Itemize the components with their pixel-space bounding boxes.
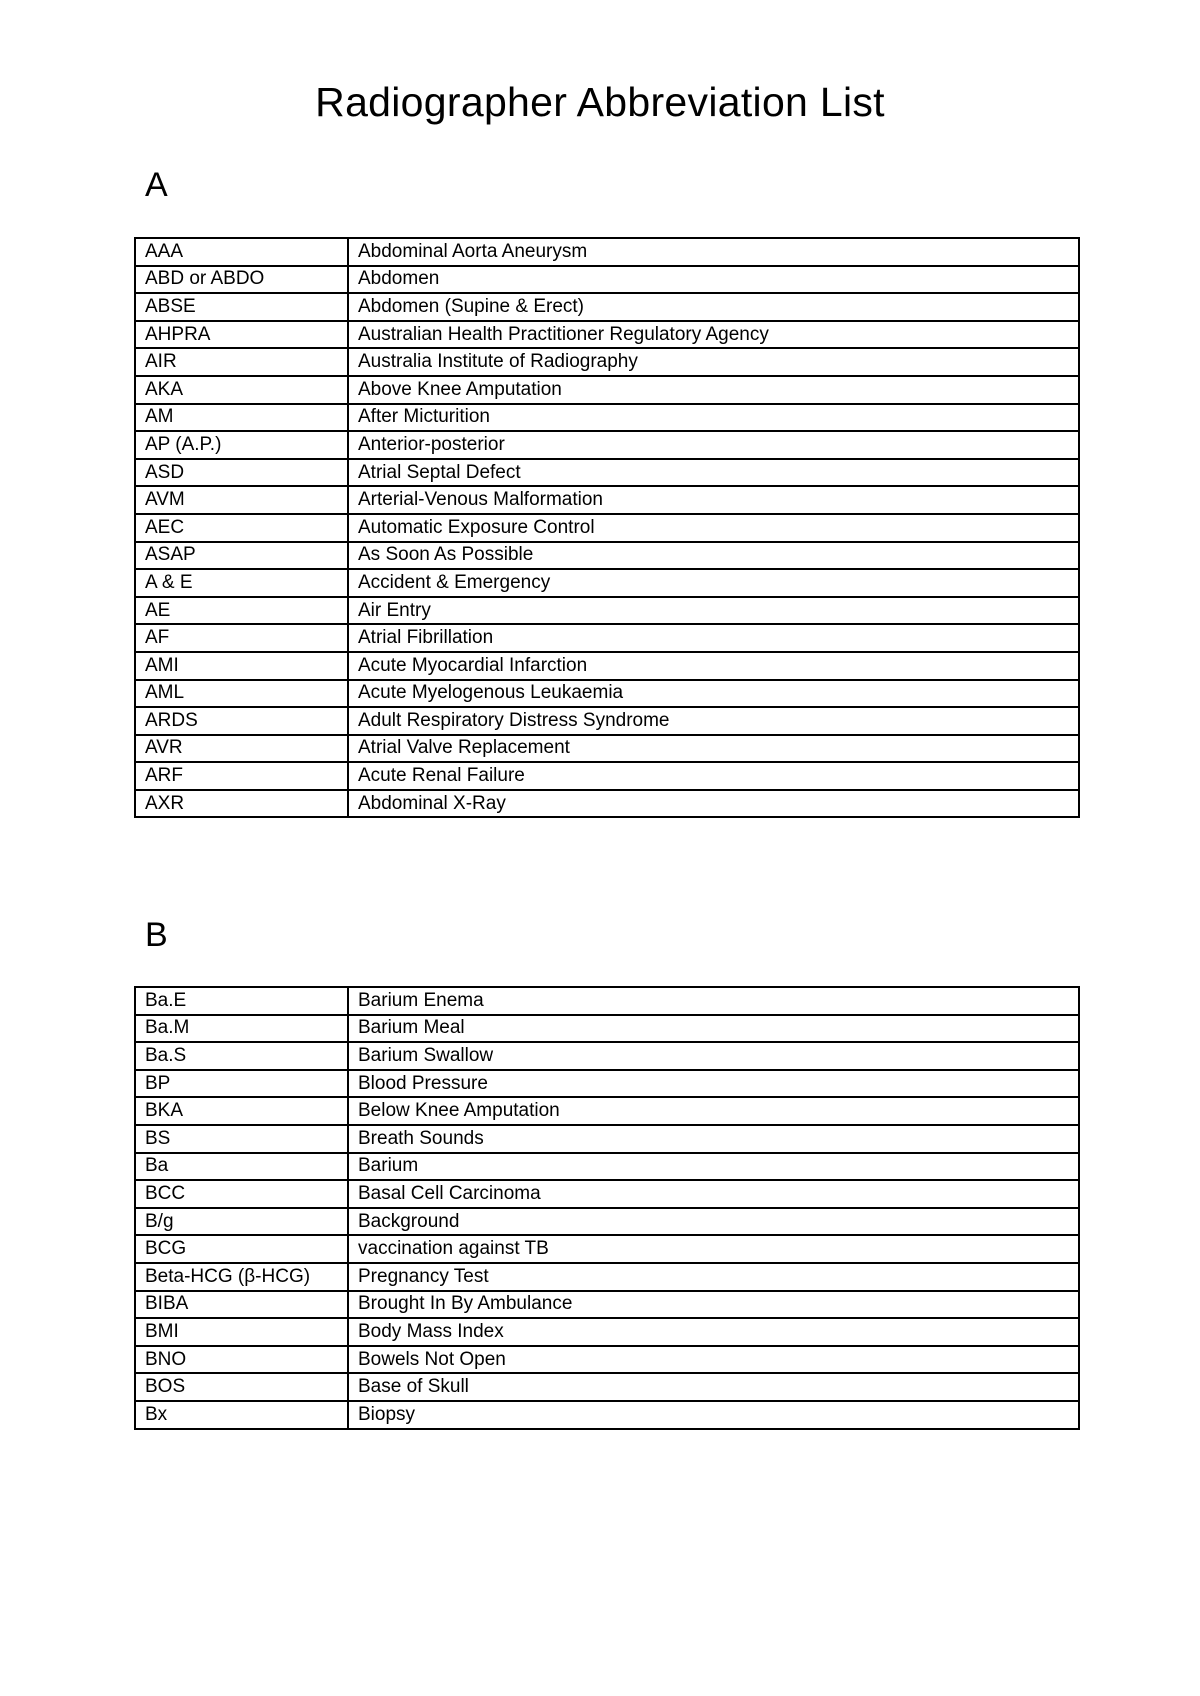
meaning-cell: Atrial Valve Replacement [348, 735, 1079, 763]
table-row [135, 987, 1079, 1015]
abbreviation-cell: BKA [135, 1097, 348, 1125]
table-row [135, 1015, 1079, 1043]
table-row [135, 1346, 1079, 1374]
table-row [135, 1042, 1079, 1070]
meaning-cell: Arterial-Venous Malformation [348, 486, 1079, 514]
abbreviation-cell: Ba.E [135, 987, 348, 1015]
section-heading-a: A [145, 166, 168, 204]
table-row [135, 1373, 1079, 1401]
abbreviation-cell: AP (A.P.) [135, 431, 348, 459]
meaning-cell: Accident & Emergency [348, 569, 1079, 597]
table-row [135, 486, 1079, 514]
abbreviation-cell: ASD [135, 459, 348, 487]
table-row [135, 1291, 1079, 1319]
meaning-cell: Anterior-posterior [348, 431, 1079, 459]
table-row [135, 431, 1079, 459]
meaning-cell: Abdominal X-Ray [348, 790, 1079, 818]
abbreviation-cell: BP [135, 1070, 348, 1098]
table-row [135, 1235, 1079, 1263]
table-row [135, 597, 1079, 625]
table-row [135, 348, 1079, 376]
abbreviation-cell: AML [135, 680, 348, 708]
abbreviation-cell: BNO [135, 1346, 348, 1374]
meaning-cell: Australian Health Practitioner Regulatory Agency [348, 321, 1079, 349]
abbreviation-cell: BS [135, 1125, 348, 1153]
abbreviation-cell: Ba.M [135, 1015, 348, 1043]
meaning-cell: Acute Myocardial Infarction [348, 652, 1079, 680]
table-row [135, 624, 1079, 652]
meaning-cell: Body Mass Index [348, 1318, 1079, 1346]
table-row [135, 1401, 1079, 1429]
table-row [135, 1180, 1079, 1208]
page-title: Radiographer Abbreviation List [315, 79, 885, 125]
abbreviation-cell: ARF [135, 762, 348, 790]
table-row [135, 238, 1079, 266]
table-row [135, 1208, 1079, 1236]
abbreviation-cell: ASAP [135, 542, 348, 570]
abbreviation-cell: AIR [135, 348, 348, 376]
meaning-cell: Biopsy [348, 1401, 1079, 1429]
table-row [135, 514, 1079, 542]
meaning-cell: vaccination against TB [348, 1235, 1079, 1263]
abbreviation-cell: BMI [135, 1318, 348, 1346]
abbreviation-cell: ABD or ABDO [135, 266, 348, 294]
meaning-cell: Atrial Fibrillation [348, 624, 1079, 652]
meaning-cell: Above Knee Amputation [348, 376, 1079, 404]
meaning-cell: Barium Swallow [348, 1042, 1079, 1070]
table-row [135, 376, 1079, 404]
abbreviation-cell: AAA [135, 238, 348, 266]
meaning-cell: Base of Skull [348, 1373, 1079, 1401]
meaning-cell: Acute Myelogenous Leukaemia [348, 680, 1079, 708]
meaning-cell: Abdomen [348, 266, 1079, 294]
abbreviation-cell: AF [135, 624, 348, 652]
table-row [135, 293, 1079, 321]
abbreviation-cell: AE [135, 597, 348, 625]
meaning-cell: Abdomen (Supine & Erect) [348, 293, 1079, 321]
table-row [135, 1125, 1079, 1153]
abbreviation-cell: AVM [135, 486, 348, 514]
abbreviation-cell: BIBA [135, 1291, 348, 1319]
meaning-cell: Background [348, 1208, 1079, 1236]
abbreviation-cell: Ba [135, 1153, 348, 1181]
meaning-cell: Barium Enema [348, 987, 1079, 1015]
meaning-cell: Automatic Exposure Control [348, 514, 1079, 542]
meaning-cell: Barium [348, 1153, 1079, 1181]
abbreviation-cell: AVR [135, 735, 348, 763]
table-row [135, 652, 1079, 680]
abbreviation-cell: A & E [135, 569, 348, 597]
table-row [135, 459, 1079, 487]
table-row [135, 321, 1079, 349]
table-row [135, 762, 1079, 790]
meaning-cell: Below Knee Amputation [348, 1097, 1079, 1125]
abbreviation-cell: AMI [135, 652, 348, 680]
meaning-cell: Air Entry [348, 597, 1079, 625]
abbreviation-cell: AHPRA [135, 321, 348, 349]
table-row [135, 1263, 1079, 1291]
meaning-cell: Breath Sounds [348, 1125, 1079, 1153]
meaning-cell: Brought In By Ambulance [348, 1291, 1079, 1319]
abbreviation-table-b [134, 986, 1080, 1430]
meaning-cell: Abdominal Aorta Aneurysm [348, 238, 1079, 266]
table-row [135, 790, 1079, 818]
meaning-cell: Adult Respiratory Distress Syndrome [348, 707, 1079, 735]
abbreviation-cell: Ba.S [135, 1042, 348, 1070]
abbreviation-cell: B/g [135, 1208, 348, 1236]
abbreviation-cell: BOS [135, 1373, 348, 1401]
meaning-cell: Barium Meal [348, 1015, 1079, 1043]
meaning-cell: Acute Renal Failure [348, 762, 1079, 790]
abbreviation-cell: AEC [135, 514, 348, 542]
abbreviation-cell: ARDS [135, 707, 348, 735]
abbreviation-cell: BCC [135, 1180, 348, 1208]
meaning-cell: Pregnancy Test [348, 1263, 1079, 1291]
meaning-cell: After Micturition [348, 404, 1079, 432]
abbreviation-cell: AXR [135, 790, 348, 818]
table-row [135, 1097, 1079, 1125]
table-row [135, 542, 1079, 570]
table-row [135, 569, 1079, 597]
abbreviation-cell: BCG [135, 1235, 348, 1263]
section-heading-b: B [145, 916, 168, 954]
table-row [135, 707, 1079, 735]
meaning-cell: Bowels Not Open [348, 1346, 1079, 1374]
table-row [135, 1070, 1079, 1098]
table-row [135, 735, 1079, 763]
table-row [135, 1153, 1079, 1181]
abbreviation-cell: AM [135, 404, 348, 432]
abbreviation-cell: Bx [135, 1401, 348, 1429]
abbreviation-table-a [134, 237, 1080, 818]
table-row [135, 680, 1079, 708]
meaning-cell: Basal Cell Carcinoma [348, 1180, 1079, 1208]
meaning-cell: As Soon As Possible [348, 542, 1079, 570]
meaning-cell: Australia Institute of Radiography [348, 348, 1079, 376]
meaning-cell: Blood Pressure [348, 1070, 1079, 1098]
table-row [135, 404, 1079, 432]
abbreviation-cell: AKA [135, 376, 348, 404]
table-row [135, 266, 1079, 294]
abbreviation-cell: Beta-HCG (β-HCG) [135, 1263, 348, 1291]
table-row [135, 1318, 1079, 1346]
abbreviation-cell: ABSE [135, 293, 348, 321]
meaning-cell: Atrial Septal Defect [348, 459, 1079, 487]
